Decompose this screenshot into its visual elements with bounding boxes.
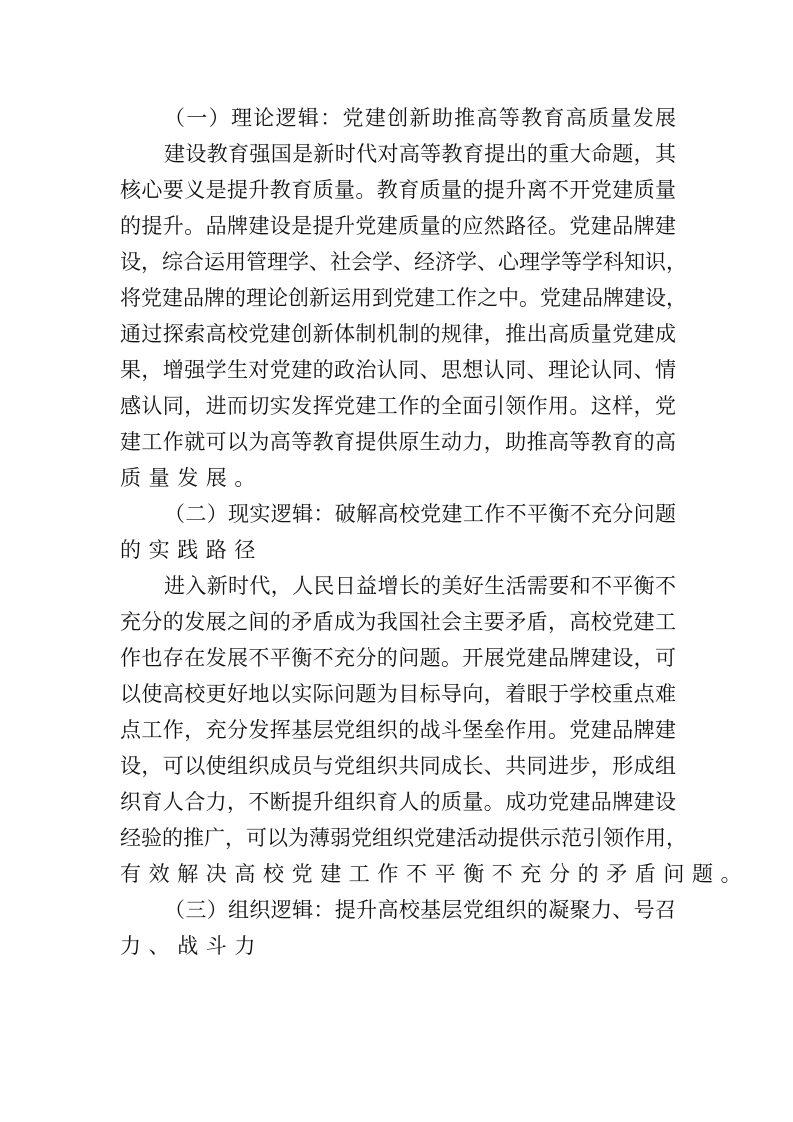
paragraph-line: 点工作，充分发挥基层党组织的战斗堡垒作用。党建品牌建: [120, 718, 676, 742]
paragraph-line: 织育人合力，不断提升组织育人的质量。成功党建品牌建设: [120, 790, 676, 814]
paragraph-line-last: 有效解决高校党建工作不平衡不充分的矛盾问题。: [120, 862, 750, 886]
paragraph-line: 建设教育强国是新时代对高等教育提出的重大命题，其: [164, 142, 676, 166]
paragraph-line: 经验的推广，可以为薄弱党组织党建活动提供示范引领作用，: [120, 826, 687, 850]
paragraph-line: 将党建品牌的理论创新运用到党建工作之中。党建品牌建设，: [120, 286, 687, 310]
paragraph-line: 的提升。品牌建设是提升党建质量的应然路径。党建品牌建: [120, 214, 676, 238]
paragraph-line: 充分的发展之间的矛盾成为我国社会主要矛盾，高校党建工: [120, 610, 676, 634]
heading-line-last: 的实践路径: [120, 538, 263, 562]
paragraph-line: 以使高校更好地以实际问题为目标导向，着眼于学校重点难: [120, 682, 676, 706]
paragraph-line: 作也存在发展不平衡不充分的问题。开展党建品牌建设，可: [120, 646, 676, 670]
paragraph-line: 果，增强学生对党建的政治认同、思想认同、理论认同、情: [120, 358, 676, 382]
paragraph-line: 设，综合运用管理学、社会学、经济学、心理学等学科知识，: [120, 250, 687, 274]
paragraph-line: 建工作就可以为高等教育提供原生动力，助推高等教育的高: [120, 430, 676, 454]
section-1-heading: [120, 100, 676, 136]
paragraph-line: 通过探索高校党建创新体制机制的规律，推出高质量党建成: [120, 322, 676, 346]
section-2-heading: [120, 496, 676, 568]
heading-line-last: 力、战斗力: [120, 934, 263, 958]
document-page: [120, 100, 750, 964]
paragraph-line: 核心要义是提升教育质量。教育质量的提升离不开党建质量: [120, 178, 676, 202]
heading-line: （二）现实逻辑：破解高校党建工作不平衡不充分问题: [164, 502, 676, 526]
paragraph-line: 设，可以使组织成员与党组织共同成长、共同进步，形成组: [120, 754, 676, 778]
heading-line: （一）理论逻辑：党建创新助推高等教育高质量发展: [164, 106, 676, 130]
paragraph-line-last: 质量发展。: [120, 466, 263, 490]
section-2-paragraph: [120, 568, 750, 892]
paragraph-line: 进入新时代，人民日益增长的美好生活需要和不平衡不: [164, 574, 676, 598]
section-3-heading: [120, 892, 676, 964]
section-1-paragraph: [120, 136, 687, 496]
paragraph-line: 感认同，进而切实发挥党建工作的全面引领作用。这样，党: [120, 394, 676, 418]
heading-line: （三）组织逻辑：提升高校基层党组织的凝聚力、号召: [164, 898, 676, 922]
